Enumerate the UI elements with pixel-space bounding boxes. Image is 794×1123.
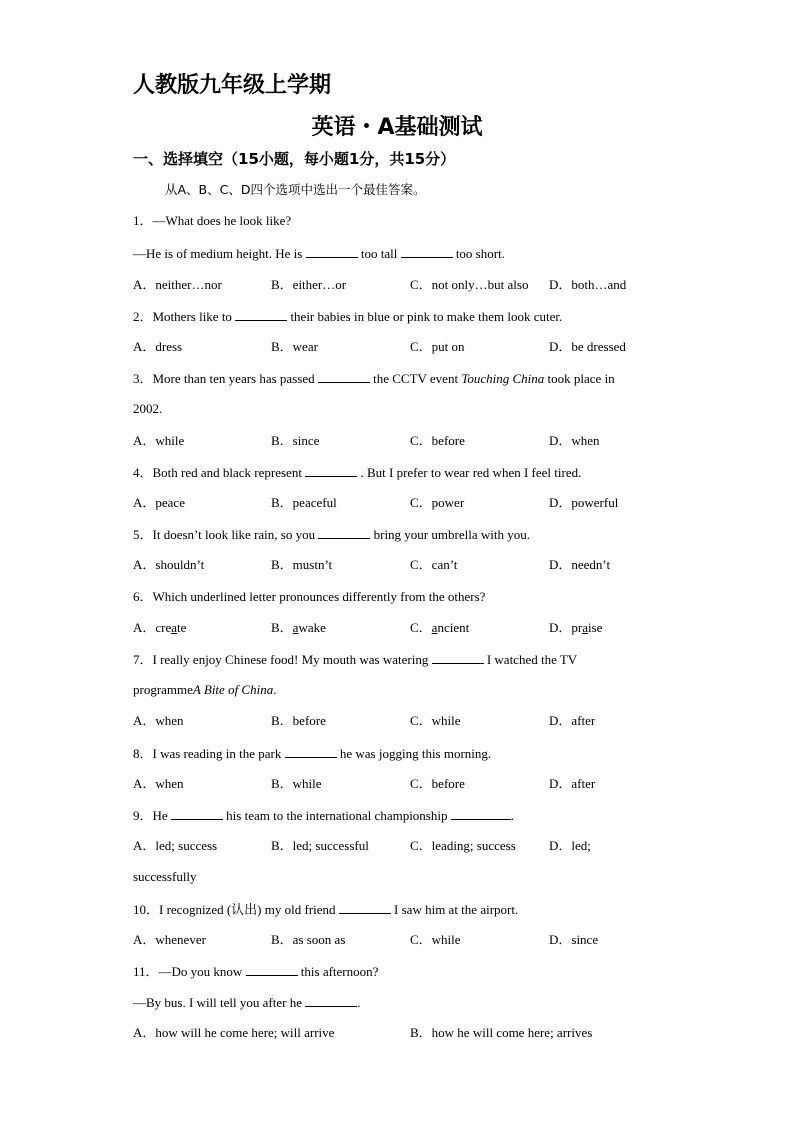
option-8b[interactable]: B．while	[271, 776, 322, 791]
question-9-stem: 9．He his team to the international championship .	[133, 808, 514, 823]
option-4b[interactable]: B．peaceful	[271, 495, 337, 510]
question-10-stem: 10．I recognized (认出) my old friend I saw him at the airport.	[133, 902, 519, 917]
option-9a[interactable]: A．led; success	[133, 838, 218, 853]
option-6d[interactable]: D．praise	[549, 620, 603, 635]
option-7b[interactable]: B．before	[271, 713, 326, 728]
option-9d[interactable]: D．led;	[549, 838, 591, 853]
option-5b[interactable]: B．mustn’t	[271, 557, 333, 572]
question-5-stem: 5．It doesn’t look like rain, so you bring your umbrella with you.	[133, 527, 530, 542]
option-10a[interactable]: A．whenever	[133, 932, 206, 947]
option-3d[interactable]: D．when	[549, 433, 600, 448]
option-10b[interactable]: B．as soon as	[271, 932, 346, 947]
option-11b[interactable]: B．how he will come here; arrives	[410, 1025, 593, 1040]
option-10d[interactable]: D．since	[549, 932, 599, 947]
option-4c[interactable]: C．power	[410, 495, 465, 510]
question-2-stem: 2．Mothers like to their babies in blue or pink to make them look cuter.	[133, 309, 563, 324]
section-heading: 一、选择填空（15小题，每小题1分，共15分）	[133, 150, 456, 168]
series-title: 人教版九年级上学期	[133, 73, 332, 98]
option-9c[interactable]: C．leading; success	[410, 838, 516, 853]
option-6a[interactable]: A．create	[133, 620, 187, 635]
option-9d-continued: successfully	[133, 869, 197, 884]
option-7d[interactable]: D．after	[549, 713, 596, 728]
question-11-line2: —By bus. I will tell you after he .	[133, 995, 361, 1010]
option-8d[interactable]: D．after	[549, 776, 596, 791]
option-9b[interactable]: B．led; successful	[271, 838, 369, 853]
option-7c[interactable]: C．while	[410, 713, 461, 728]
question-3-stem: 3．More than ten years has passed the CCTV event Touching China took place in	[133, 371, 615, 386]
option-2d[interactable]: D．be dressed	[549, 339, 626, 354]
question-3-line2: 2002.	[133, 401, 163, 416]
option-4a[interactable]: A．peace	[133, 495, 185, 510]
option-4d[interactable]: D．powerful	[549, 495, 619, 510]
question-1-line2: —He is of medium height. He is too tall too short.	[133, 246, 505, 261]
option-3a[interactable]: A．while	[133, 433, 185, 448]
section-instruction: 从A、B、C、D四个选项中选出一个最佳答案。	[165, 182, 426, 197]
option-5c[interactable]: C．can’t	[410, 557, 458, 572]
option-11a[interactable]: A．how will he come here; will arrive	[133, 1025, 335, 1040]
option-2b[interactable]: B．wear	[271, 339, 318, 354]
question-1-stem: 1．—What does he look like?	[133, 213, 292, 228]
question-8-stem: 8．I was reading in the park he was jogging this morning.	[133, 746, 492, 761]
option-6b[interactable]: B．awake	[271, 620, 326, 635]
question-7-stem: 7．I really enjoy Chinese food! My mouth was watering I watched the TV	[133, 652, 578, 667]
option-5d[interactable]: D．needn’t	[549, 557, 611, 572]
question-6-stem: 6．Which underlined letter pronounces differently from the others?	[133, 589, 486, 604]
question-7-line2: programmeA Bite of China.	[133, 682, 277, 697]
option-2a[interactable]: A．dress	[133, 339, 183, 354]
option-8c[interactable]: C．before	[410, 776, 465, 791]
question-11-stem: 11．—Do you know this afternoon?	[133, 964, 379, 979]
option-1a[interactable]: A．neither…nor	[133, 277, 222, 292]
option-8a[interactable]: A．when	[133, 776, 184, 791]
question-4-stem: 4．Both red and black represent . But I prefer to wear red when I feel tired.	[133, 465, 582, 480]
option-5a[interactable]: A．shouldn’t	[133, 557, 205, 572]
option-2c[interactable]: C．put on	[410, 339, 465, 354]
option-10c[interactable]: C．while	[410, 932, 461, 947]
option-1d[interactable]: D．both…and	[549, 277, 627, 292]
option-6c[interactable]: C．ancient	[410, 620, 470, 635]
option-3b[interactable]: B．since	[271, 433, 320, 448]
page-title: 英语・A基础测试	[311, 115, 483, 140]
option-3c[interactable]: C．before	[410, 433, 465, 448]
option-1b[interactable]: B．either…or	[271, 277, 347, 292]
option-1c[interactable]: C．not only…but also	[410, 277, 529, 292]
option-7a[interactable]: A．when	[133, 713, 184, 728]
